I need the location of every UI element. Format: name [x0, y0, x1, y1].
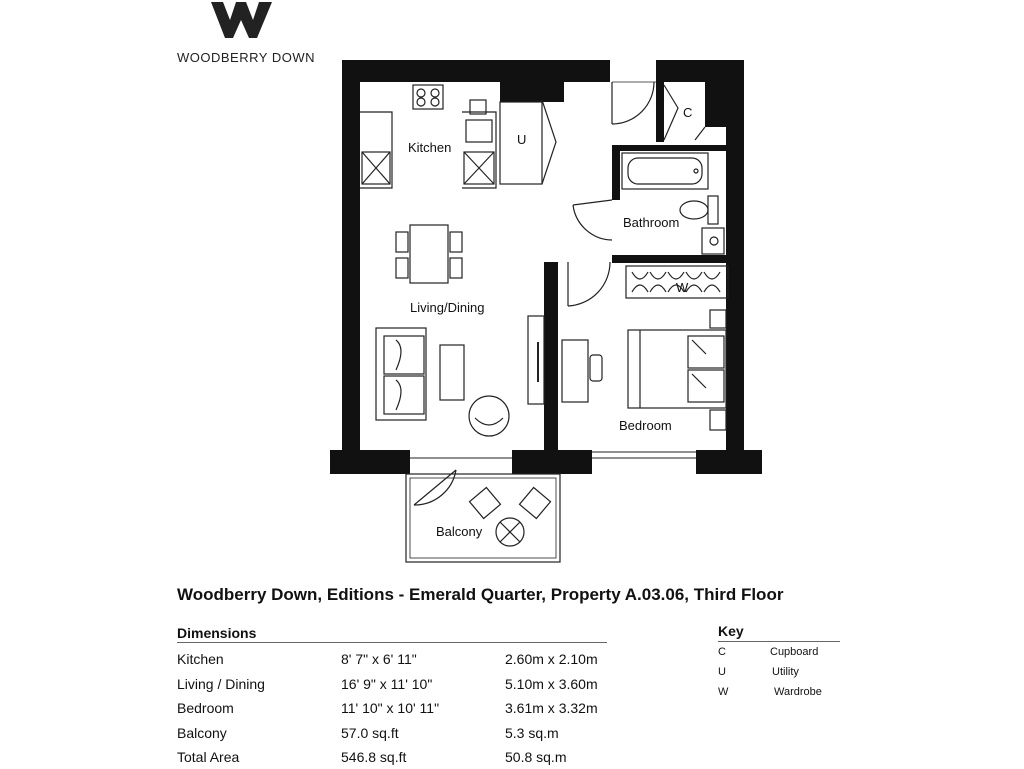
dimensions-heading: Dimensions — [177, 625, 257, 641]
key-item — [718, 666, 858, 682]
dimensions-divider — [177, 642, 607, 643]
toilet-icon — [680, 196, 718, 224]
dining-table — [396, 225, 462, 283]
dimension-metric: 2.60m x 2.10m — [505, 651, 598, 667]
bed — [628, 330, 726, 408]
bedroom-label: Bedroom — [619, 418, 672, 433]
dimension-room: Bedroom — [177, 700, 234, 716]
key-divider — [718, 641, 840, 642]
dimension-row — [177, 676, 637, 696]
coffee-table — [440, 345, 464, 400]
dimension-metric: 5.10m x 3.60m — [505, 676, 598, 692]
dimension-room: Total Area — [177, 749, 240, 765]
woodberry-logo-icon — [211, 2, 272, 38]
outer-walls — [330, 60, 762, 474]
wardrobe-label: W — [676, 280, 689, 295]
key-code: U — [718, 666, 726, 678]
dimension-imperial: 57.0 sq.ft — [341, 725, 399, 741]
desk — [562, 340, 602, 402]
basin-icon — [702, 228, 724, 254]
key-label: Utility — [772, 666, 799, 678]
bath-icon — [622, 153, 708, 189]
utility-cupboard — [500, 100, 556, 184]
bedroom-door — [568, 262, 610, 306]
dimension-row — [177, 651, 637, 671]
key-code: W — [718, 686, 729, 698]
balcony-door — [414, 470, 456, 505]
key-label: Cupboard — [770, 646, 819, 658]
brand-name: WOODBERRY DOWN — [177, 50, 315, 65]
dimension-imperial: 11' 10" x 10' 11" — [341, 700, 440, 716]
balcony-label: Balcony — [436, 524, 483, 539]
key-heading: Key — [718, 623, 744, 639]
key-item — [718, 686, 858, 702]
bathroom-door — [573, 200, 612, 240]
dimension-row — [177, 749, 637, 769]
key-label: Wardrobe — [774, 686, 822, 698]
kitchen-label: Kitchen — [408, 140, 452, 155]
dimension-imperial: 8' 7" x 6' 11" — [341, 651, 417, 667]
tv-unit — [528, 316, 544, 404]
dimension-room: Living / Dining — [177, 676, 265, 692]
armchair — [469, 396, 509, 436]
key-code: C — [718, 646, 726, 658]
hob-icon — [413, 85, 443, 109]
cupboard-label: C — [683, 105, 693, 120]
key-item — [718, 646, 858, 662]
bathroom-label: Bathroom — [623, 215, 680, 230]
living-dining-label: Living/Dining — [410, 300, 485, 315]
dimension-imperial: 16' 9" x 11' 10" — [341, 676, 433, 692]
dimension-metric: 3.61m x 3.32m — [505, 700, 598, 716]
dimension-imperial: 546.8 sq.ft — [341, 749, 407, 765]
utility-label: U — [517, 132, 527, 147]
dimension-metric: 5.3 sq.m — [505, 725, 559, 741]
entrance-door — [612, 82, 656, 124]
dimension-room: Balcony — [177, 725, 227, 741]
dimension-row — [177, 700, 637, 720]
property-title: Woodberry Down, Editions - Emerald Quarter, Property A.03.06, Third Floor — [177, 585, 784, 604]
dimension-metric: 50.8 sq.m — [505, 749, 567, 765]
sofa — [376, 328, 426, 420]
dimension-row — [177, 725, 637, 745]
dimension-room: Kitchen — [177, 651, 224, 667]
